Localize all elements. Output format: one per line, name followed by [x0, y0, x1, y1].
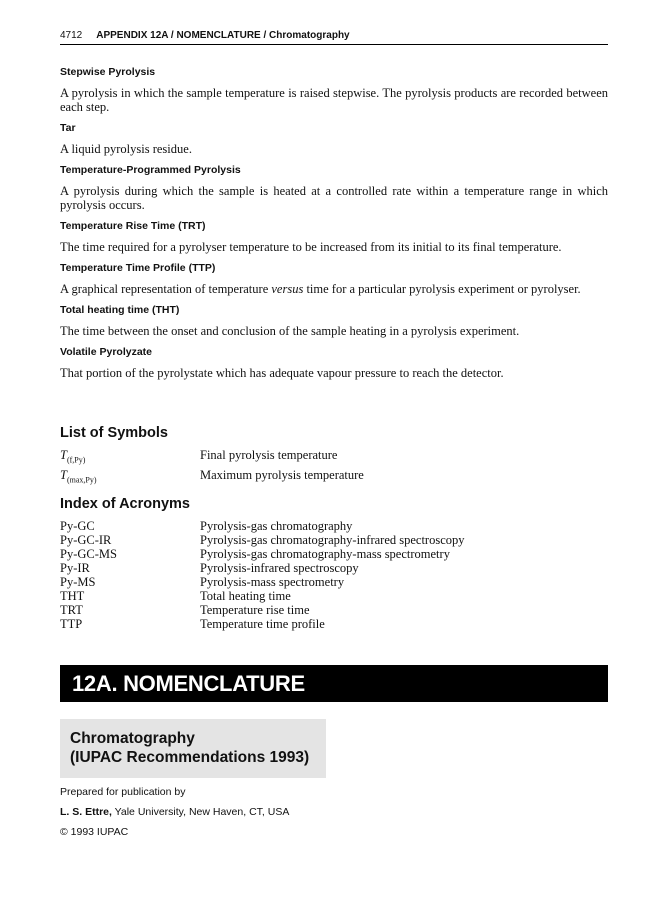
definition-description: The time between the onset and conclusion of the sample heating in a pyrolysis experiment.: [60, 324, 520, 338]
acronym-row: [60, 589, 608, 603]
acronym-row: [60, 575, 608, 589]
definition-entry: [60, 66, 608, 114]
prepared-by: Prepared for publication by: [60, 786, 186, 798]
acronym: TRT: [60, 603, 83, 617]
acronym-row: [60, 603, 608, 617]
acronym: Py-GC: [60, 519, 95, 533]
acronym-meaning: Temperature time profile: [200, 617, 325, 631]
definition-term: Stepwise Pyrolysis: [60, 66, 156, 78]
acronyms-heading: Index of Acronyms: [60, 496, 190, 512]
definition-description: The time required for a pyrolyser temperature to be increased from its initial to its final temperature.: [60, 240, 562, 254]
acronym-meaning: Pyrolysis-mass spectrometry: [200, 575, 345, 589]
acronym-row: [60, 561, 608, 575]
definitions-list: [60, 66, 608, 388]
definition-term: Tar: [60, 122, 76, 134]
acronym: Py-MS: [60, 575, 96, 589]
definition-term: Temperature Rise Time (TRT): [60, 220, 206, 232]
acronym-row: [60, 533, 608, 547]
acronym-meaning: Pyrolysis-infrared spectroscopy: [200, 561, 359, 575]
definition-entry: [60, 122, 608, 156]
symbols-list: [60, 448, 608, 487]
definition-description: A liquid pyrolysis residue.: [60, 142, 192, 156]
acronym: TTP: [60, 617, 83, 631]
symbols-heading: List of Symbols: [60, 425, 168, 441]
acronyms-list: [60, 519, 608, 631]
symbol: $T_{(f,Py)}$: [60, 448, 86, 465]
acronym-row: [60, 617, 608, 631]
definition-term: Temperature Time Profile (TTP): [60, 262, 216, 274]
definition-description: A pyrolysis in which the sample temperature is raised stepwise. The pyrolysis products are recorded between each step.: [60, 86, 608, 114]
acronym: Py-GC-IR: [60, 533, 112, 547]
symbol-meaning: Maximum pyrolysis temperature: [200, 467, 364, 482]
definition-entry: [60, 220, 608, 254]
acronym-meaning: Total heating time: [200, 589, 291, 603]
definition-term: Temperature-Programmed Pyrolysis: [60, 164, 241, 176]
description-emphasis: versus: [271, 282, 304, 296]
symbol: $T_{(max,Py)}$: [60, 467, 97, 484]
acronym: Py-IR: [60, 561, 90, 575]
chapter-title: 12A. NOMENCLATURE: [72, 670, 305, 696]
acronym-row: [60, 519, 608, 533]
subtitle-box: [60, 719, 326, 778]
symbol-meaning: Final pyrolysis temperature: [200, 448, 338, 462]
acronym: Py-GC-MS: [60, 547, 117, 561]
definition-entry: [60, 262, 608, 296]
symbol-row: [60, 448, 608, 468]
definition-description: [60, 282, 608, 296]
definition-entry: [60, 164, 608, 212]
definition-entry: [60, 304, 608, 338]
acronym-meaning: Temperature rise time: [200, 603, 310, 617]
subtitle-line: Chromatography: [70, 730, 195, 747]
acronym-meaning: Pyrolysis-gas chromatography-mass spectrometry: [200, 547, 450, 561]
author-line: [60, 806, 289, 818]
definition-term: Volatile Pyrolyzate: [60, 346, 153, 358]
acronym-row: [60, 547, 608, 561]
symbol-row: [60, 468, 608, 488]
running-header: [60, 30, 608, 45]
author-name: L. S. Ettre,: [60, 806, 112, 818]
definition-description: That portion of the pyrolystate which has adequate vapour pressure to reach the detector.: [60, 366, 504, 380]
definition-description: A pyrolysis during which the sample is heated at a controlled rate within a temperature range in which pyrolysis occurs.: [60, 184, 608, 212]
chapter-banner: [60, 665, 608, 702]
description-text: time for a particular pyrolysis experiment or pyrolyser.: [303, 282, 581, 296]
definition-term: Total heating time (THT): [60, 304, 180, 316]
acronym: THT: [60, 589, 85, 603]
author-affiliation: Yale University, New Haven, CT, USA: [111, 806, 290, 818]
subtitle-line: (IUPAC Recommendations 1993): [70, 749, 310, 766]
running-title: APPENDIX 12A / NOMENCLATURE / Chromatography: [96, 30, 350, 41]
copyright: © 1993 IUPAC: [60, 826, 129, 838]
acronym-meaning: Pyrolysis-gas chromatography-infrared spectroscopy: [200, 533, 465, 547]
description-text: A graphical representation of temperature: [60, 282, 272, 296]
definition-entry: [60, 346, 608, 380]
page-number: 4712: [60, 30, 83, 41]
acronym-meaning: Pyrolysis-gas chromatography: [200, 519, 353, 533]
